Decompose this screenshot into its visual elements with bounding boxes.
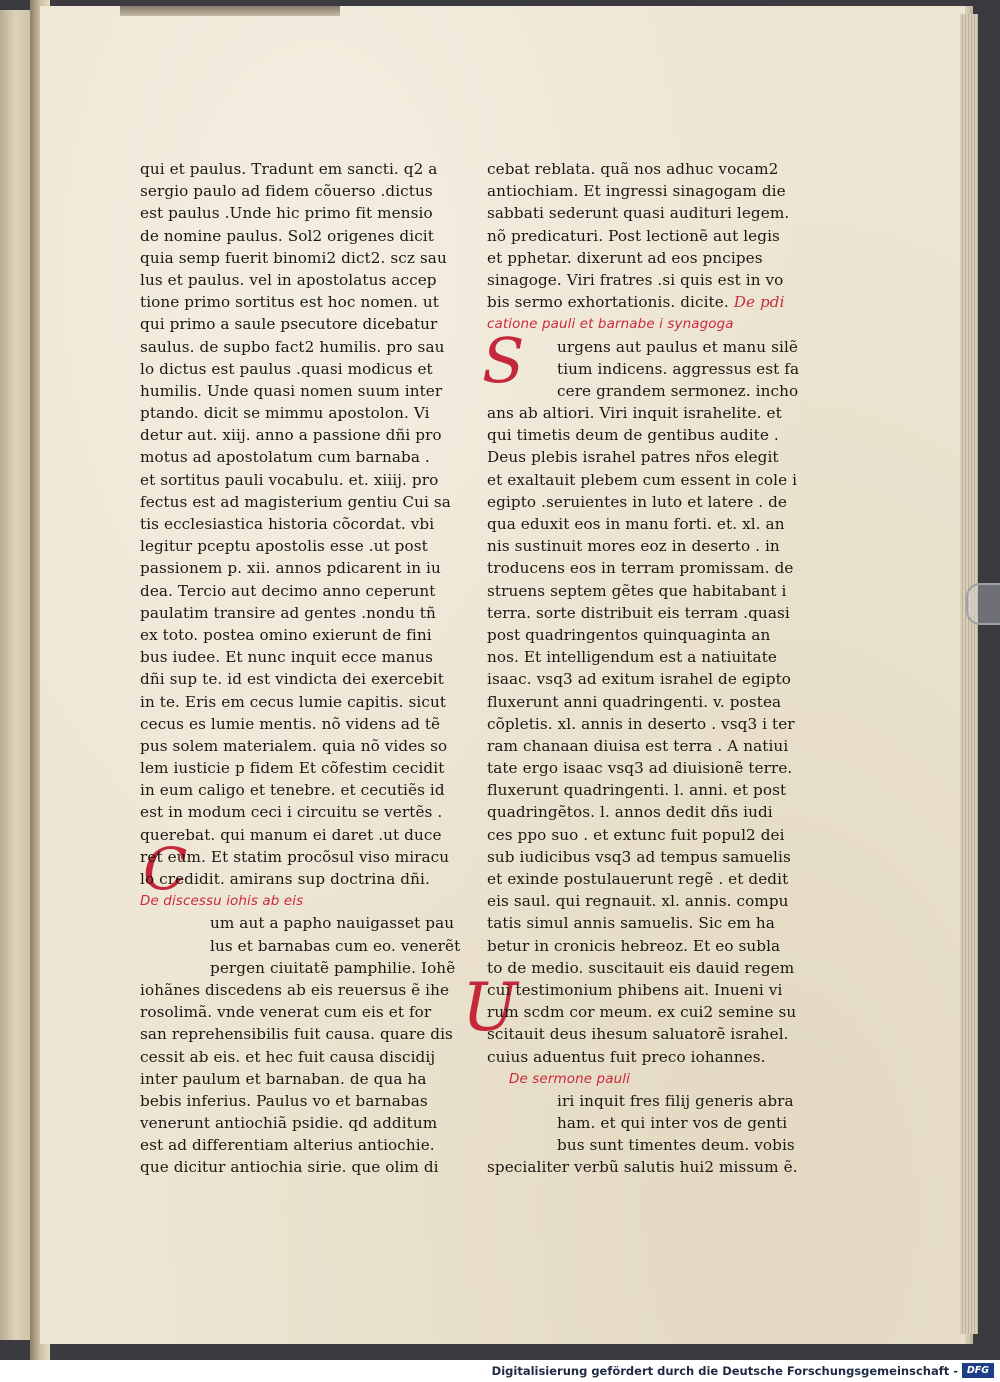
text-line: tis ecclesiastica historia cõcordat. vbi bbox=[140, 515, 435, 533]
text-line: terra. sorte distribuit eis terram .quasi bbox=[487, 603, 790, 622]
text-line: legitur pceptu apostolis esse .ut post bbox=[140, 537, 428, 556]
funding-credit: Digitalisierung gefördert durch die Deutsche Forschungsgemeinschaft - bbox=[491, 1364, 958, 1378]
text-line: humilis. Unde quasi nomen suum inter bbox=[140, 381, 443, 400]
text-line: et exinde postulauerunt regẽ . et dedit bbox=[487, 870, 789, 888]
text-line: quadringẽtos. l. annos dedit dñs iudi bbox=[487, 803, 773, 822]
text-line: inter paulum et barnaban. de qua ha bbox=[140, 1069, 427, 1088]
footer-bar bbox=[0, 1360, 1000, 1382]
text-line: betur in cronicis hebreoz. Et eo subla bbox=[487, 936, 781, 955]
text-line: ans ab altiori. Viri inquit israhelite. et bbox=[487, 404, 782, 423]
text-line: tate ergo isaac vsq3 ad diuisionẽ terre. bbox=[487, 759, 793, 778]
text-line: ret eum. Et statim procõsul viso miracu bbox=[140, 847, 450, 866]
text-line: tium indicens. aggressus est fa bbox=[557, 359, 800, 378]
text-line: bis sermo exhortationis. dicite. De pdi bbox=[487, 293, 785, 312]
text-line: egipto .seruientes in luto et latere . de bbox=[487, 492, 787, 511]
left-text-column bbox=[140, 158, 461, 1179]
text-line: pus solem materialem. quia nõ vides so bbox=[140, 736, 448, 755]
bookmark-clip bbox=[966, 583, 1000, 625]
text-line: detur aut. xiij. anno a passione dñi pro bbox=[140, 426, 442, 445]
text-line: paulatim transire ad gentes .nondu tñ bbox=[140, 603, 436, 622]
text-line: antiochiam. Et ingressi sinagogam die bbox=[487, 182, 786, 201]
text-line: fluxerunt quadringenti. l. anni. et post bbox=[487, 781, 787, 800]
text-line: est ad differentiam alterius antiochie. bbox=[140, 1136, 435, 1155]
text-line: fectus est ad magisterium gentiu Cui sa bbox=[140, 492, 451, 511]
text-line: fluxerunt anni quadringenti. v. postea bbox=[487, 692, 782, 711]
text-line: qui et paulus. Tradunt em sancti. q2 a bbox=[140, 160, 438, 178]
text-line: pergen ciuitatẽ pamphilie. Iohẽ bbox=[210, 958, 456, 977]
text-line: post quadringentos quinquaginta an bbox=[487, 625, 771, 644]
text-line: dea. Tercio aut decimo anno ceperunt bbox=[140, 581, 436, 600]
text-line: eis saul. qui regnauit. xl. annis. compu bbox=[487, 892, 789, 911]
text-line: de nomine paulus. Sol2 origenes dicit bbox=[140, 226, 434, 245]
text-line: troducens eos in terram promissam. de bbox=[487, 559, 794, 578]
text-line: sinagoge. Viri fratres .si quis est in vo bbox=[487, 270, 784, 289]
text-line: que dicitur antiochia sirie. que olim di bbox=[140, 1158, 439, 1177]
top-bleed-through bbox=[120, 6, 340, 16]
text-line: nos. Et intelligendum est a natiuitate bbox=[487, 648, 777, 667]
text-line: sabbati sederunt quasi audituri legem. bbox=[487, 204, 790, 223]
text-line: saulus. de supbo fact2 humilis. pro sau bbox=[140, 337, 445, 356]
text-line: bus iudee. Et nunc inquit ecce manus bbox=[140, 648, 433, 667]
text-line: quia semp fuerit binomi2 dict2. scz sau bbox=[140, 248, 447, 267]
text-line: ram chanaan diuisa est terra . A natiui bbox=[487, 736, 789, 755]
text-line: rum scdm cor meum. ex cui2 semine su bbox=[487, 1003, 797, 1022]
text-line: nõ predicaturi. Post lectionẽ aut legis bbox=[487, 226, 780, 245]
text-line: et exaltauit plebem cum essent in cole i bbox=[487, 470, 798, 489]
initial-letter-c: C bbox=[143, 835, 188, 903]
text-line: qua eduxit eos in manu forti. et. xl. an bbox=[487, 515, 785, 533]
rubric-heading: catione pauli et barnabe i synagoga bbox=[487, 316, 734, 333]
text-line: cebat reblata. quã nos adhuc vocam2 bbox=[487, 160, 779, 178]
page-edges bbox=[960, 14, 978, 1334]
text-line: to de medio. suscitauit eis dauid regem bbox=[487, 958, 795, 977]
text-line: iohãnes discedens ab eis reuersus ẽ ihe bbox=[140, 980, 450, 999]
right-text-column bbox=[487, 158, 800, 1179]
text-line: bebis inferius. Paulus vo et barnabas bbox=[140, 1091, 428, 1110]
text-line: venerunt antiochiã psidie. qd additum bbox=[140, 1114, 438, 1133]
text-line: qui timetis deum de gentibus audite . bbox=[487, 426, 779, 445]
text-line: scitauit deus ihesum saluatorẽ israhel. bbox=[487, 1025, 789, 1044]
text-line: tatis simul annis samuelis. Sic em ha bbox=[487, 914, 775, 933]
text-line: est in modum ceci i circuitu se vertẽs . bbox=[140, 803, 443, 822]
text-line: bus sunt timentes deum. vobis bbox=[557, 1136, 795, 1155]
text-line: struens septem gẽtes que habitabant i bbox=[487, 581, 787, 600]
text-line: ces ppo suo . et extunc fuit popul2 dei bbox=[487, 825, 785, 844]
text-line: querebat. qui manum ei daret .ut duce bbox=[140, 825, 442, 844]
text-line: motus ad apostolatum cum barnaba . bbox=[140, 448, 430, 467]
text-line: ex toto. postea omino exierunt de fini bbox=[140, 625, 432, 644]
text-line: cere grandem sermonez. incho bbox=[557, 381, 799, 400]
text-line: iri inquit fres filij generis abra bbox=[557, 1091, 794, 1110]
text-line: cessit ab eis. et hec fuit causa discidij bbox=[140, 1047, 436, 1066]
text-line: est paulus .Unde hic primo fit mensio bbox=[140, 204, 433, 223]
rubric-inline: De pdi bbox=[728, 293, 785, 312]
text-line: sub iudicibus vsq3 ad tempus samuelis bbox=[487, 847, 791, 866]
text-line: cõpletis. xl. annis in deserto . vsq3 i ter bbox=[487, 714, 795, 733]
text-line: lus et barnabas cum eo. venerẽt bbox=[210, 936, 461, 955]
text-line: cuius aduentus fuit preco iohannes. bbox=[487, 1047, 766, 1066]
dfg-logo: DFG bbox=[962, 1363, 994, 1378]
text-line: rosolimã. vnde venerat cum eis et for bbox=[140, 1003, 432, 1022]
text-line: in te. Eris em cecus lumie capitis. sicut bbox=[140, 692, 447, 711]
initial-letter-u: U bbox=[462, 969, 518, 1046]
initial-letter-s: S bbox=[482, 324, 525, 397]
text-line: isaac. vsq3 ad exitum israhel de egipto bbox=[487, 670, 792, 689]
text-line: lus et paulus. vel in apostolatus accep bbox=[140, 270, 437, 289]
text-line: in eum caligo et tenebre. et cecutiẽs id bbox=[140, 781, 445, 800]
text-line: lo dictus est paulus .quasi modicus et bbox=[140, 359, 433, 378]
text-line: et sortitus pauli vocabulu. et. xiiij. pro bbox=[140, 470, 439, 489]
text-line: dñi sup te. id est vindicta dei exercebit bbox=[140, 670, 444, 689]
text-line: qui primo a saule psecutore dicebatur bbox=[140, 315, 438, 334]
rubric-heading: De discessu iohis ab eis bbox=[140, 893, 304, 910]
text-line: sergio paulo ad fidem cõuerso .dictus bbox=[140, 182, 433, 201]
text-line: et pphetar. dixerunt ad eos pncipes bbox=[487, 248, 763, 267]
text-line: ptando. dicit se mimmu apostolon. Vi bbox=[140, 404, 430, 423]
text-line: cecus es lumie mentis. nõ videns ad tẽ bbox=[140, 714, 441, 733]
text-line: ham. et qui inter vos de genti bbox=[557, 1114, 788, 1133]
text-line: urgens aut paulus et manu silẽ bbox=[557, 337, 799, 356]
rubric-heading: De sermone pauli bbox=[509, 1070, 630, 1087]
text-line: um aut a papho nauigasset pau bbox=[210, 914, 455, 933]
text-line: lo credidit. amirans sup doctrina dñi. bbox=[140, 870, 430, 888]
text-line: nis sustinuit mores eoz in deserto . in bbox=[487, 537, 780, 556]
text-line: tione primo sortitus est hoc nomen. ut bbox=[140, 293, 439, 312]
text-line: lem iusticie p fidem Et cõfestim cecidit bbox=[140, 759, 445, 778]
text-line: specialiter verbũ salutis hui2 missum ẽ. bbox=[487, 1158, 798, 1177]
text-line: cui testimonium phibens ait. Inueni vi bbox=[487, 980, 783, 999]
text-line: passionem p. xii. annos pdicarent in iu bbox=[140, 559, 441, 578]
text-line: Deus plebis israhel patres nr̃os elegit bbox=[487, 448, 779, 467]
text-line: san reprehensibilis fuit causa. quare dis bbox=[140, 1025, 453, 1044]
